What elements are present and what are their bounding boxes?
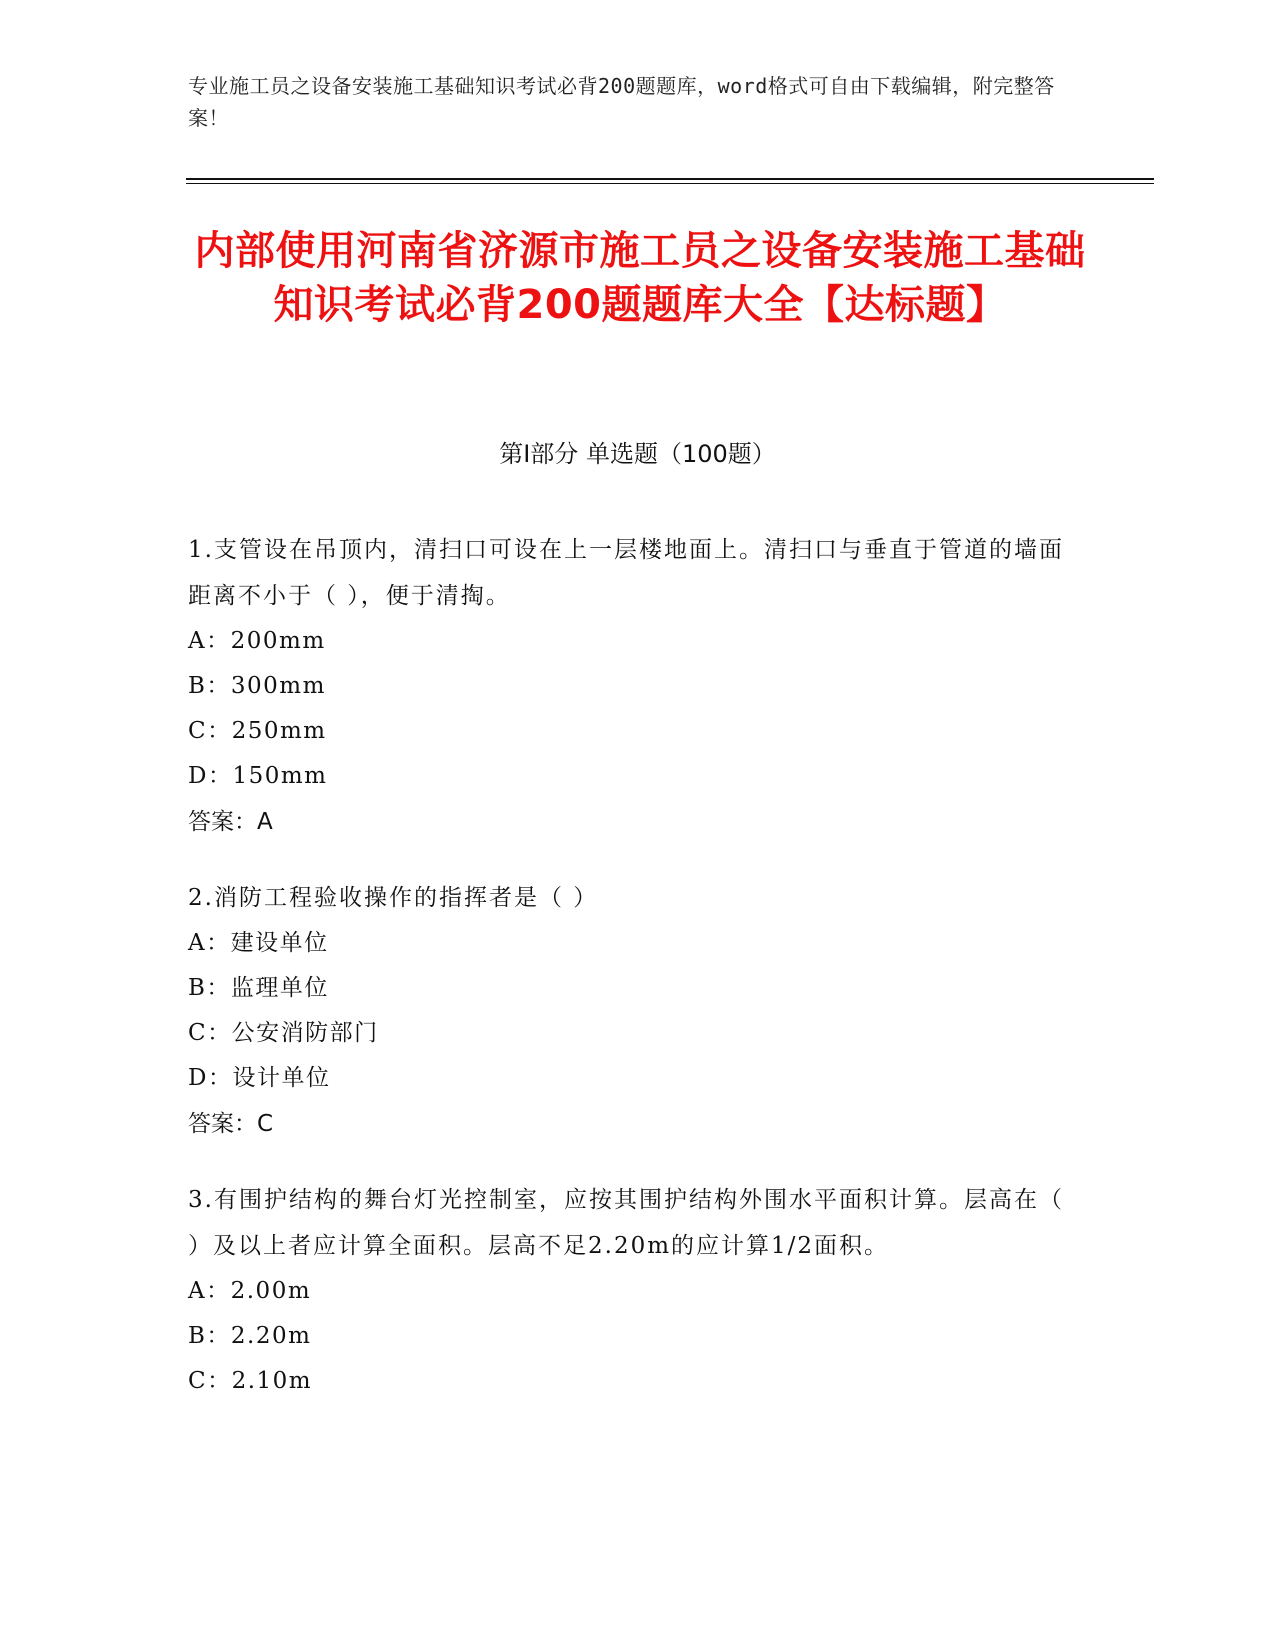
option-b: B：2.20m bbox=[188, 1323, 312, 1349]
header-note: 专业施工员之设备安装施工基础知识考试必背200题题库，word格式可自由下载编辑，附完整答案！ bbox=[188, 74, 1055, 130]
question-1 bbox=[188, 527, 1068, 845]
section-heading: 第Ⅰ部分 单选题（100题） bbox=[499, 440, 776, 468]
option-d: D：150mm bbox=[188, 763, 328, 789]
option-a: A：2.00m bbox=[188, 1278, 312, 1304]
document-title: 内部使用河南省济源市施工员之设备安装施工基础知识考试必背200题题库大全【达标题】 bbox=[194, 228, 1086, 328]
answer-line: 答案：C bbox=[188, 1111, 274, 1137]
option-c: C：250mm bbox=[188, 718, 327, 744]
question-stem: 2.消防工程验收操作的指挥者是（ ） bbox=[188, 885, 599, 911]
option-a: A：建设单位 bbox=[188, 930, 329, 956]
header-divider-thin bbox=[186, 183, 1154, 184]
question-3 bbox=[188, 1177, 1068, 1404]
question-stem: 3.有围护结构的舞台灯光控制室，应按其围护结构外围水平面积计算。层高在（ ）及以上者应计算全面积。层高不足2.20m的应计算1/2面积。 bbox=[188, 1187, 1064, 1259]
question-list bbox=[188, 527, 1068, 1434]
option-c: C：公安消防部门 bbox=[188, 1020, 379, 1046]
header-divider-thick bbox=[186, 178, 1154, 180]
option-c: C：2.10m bbox=[188, 1368, 313, 1394]
answer-line: 答案：A bbox=[188, 809, 273, 835]
question-stem: 1.支管设在吊顶内，清扫口可设在上一层楼地面上。清扫口与垂直于管道的墙面距离不小于（ ），便于清掏。 bbox=[188, 537, 1064, 609]
option-b: B：300mm bbox=[188, 673, 326, 699]
question-2 bbox=[188, 875, 1068, 1147]
option-b: B：监理单位 bbox=[188, 975, 329, 1001]
option-d: D：设计单位 bbox=[188, 1065, 331, 1091]
option-a: A：200mm bbox=[188, 628, 326, 654]
